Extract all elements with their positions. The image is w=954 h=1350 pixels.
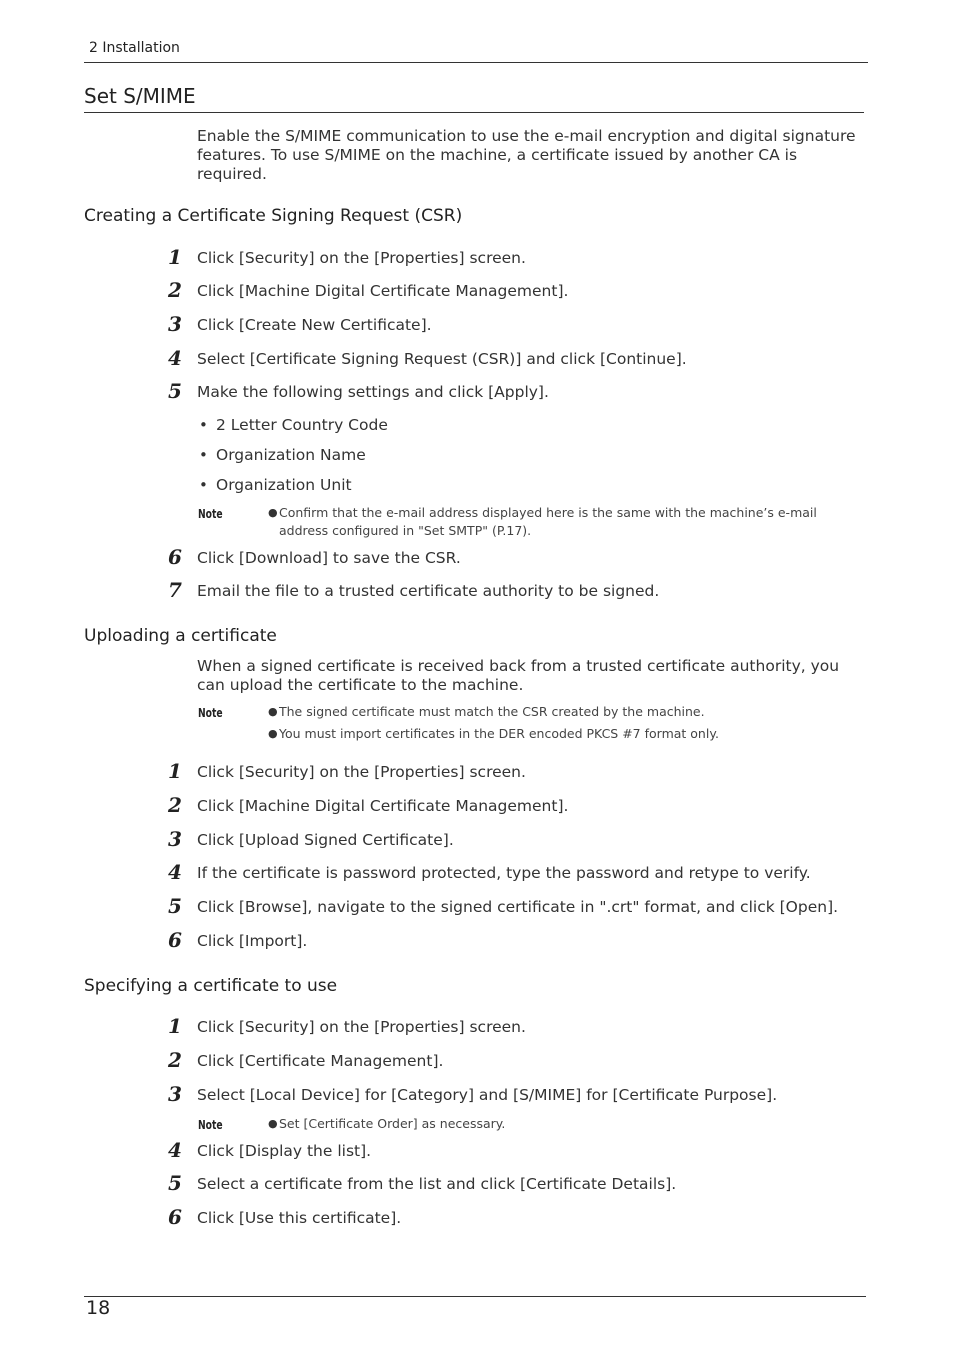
note-text: You must import certificates in the DER encoded PKCS #7 format only. bbox=[279, 726, 719, 741]
step-number: 6 bbox=[168, 928, 182, 952]
note-label: Note bbox=[198, 1118, 223, 1132]
step-number: 2 bbox=[168, 278, 182, 302]
step-text: Click [Import]. bbox=[197, 932, 308, 950]
note-text: Confirm that the e-mail address displayed here is the same with the machine’s e-mail address configured in "Set SMTP" (P.17). bbox=[279, 505, 817, 538]
step-text: Make the following settings and click [Apply]. bbox=[197, 383, 549, 401]
step-number: 2 bbox=[168, 793, 182, 817]
note-bullet: ● bbox=[268, 1117, 278, 1130]
bullet-item: Organization Name bbox=[216, 446, 366, 464]
step-text: Select [Certificate Signing Request (CSR)] and click [Continue]. bbox=[197, 350, 687, 368]
step-number: 2 bbox=[168, 1048, 182, 1072]
subheading-csr: Creating a Certificate Signing Request (CSR) bbox=[84, 206, 463, 226]
step-number: 6 bbox=[168, 1205, 182, 1229]
note-text: Set [Certificate Order] as necessary. bbox=[279, 1116, 506, 1131]
step-text: Select [Local Device] for [Category] and [S/MIME] for [Certificate Purpose]. bbox=[197, 1086, 778, 1104]
bullet-item: 2 Letter Country Code bbox=[216, 416, 388, 434]
page-number: 18 bbox=[86, 1297, 111, 1319]
step-text: Click [Display the list]. bbox=[197, 1142, 372, 1160]
step-number: 3 bbox=[168, 1082, 182, 1106]
note-bullet: ● bbox=[268, 506, 278, 519]
step-text: Click [Security] on the [Properties] screen. bbox=[197, 249, 526, 267]
step-text: Click [Browse], navigate to the signed certificate in ".crt" format, and click [Open]. bbox=[197, 898, 839, 916]
step-number: 5 bbox=[168, 1171, 182, 1195]
step-number: 3 bbox=[168, 827, 182, 851]
step-text: Click [Create New Certificate]. bbox=[197, 316, 432, 334]
note-bullet: ● bbox=[268, 705, 278, 718]
step-text: Click [Security] on the [Properties] screen. bbox=[197, 1018, 526, 1036]
footer-rule bbox=[84, 1296, 866, 1297]
step-number: 1 bbox=[168, 245, 182, 269]
step-number: 4 bbox=[168, 860, 182, 884]
subheading-upload: Uploading a certificate bbox=[84, 626, 277, 646]
step-text: Click [Machine Digital Certificate Management]. bbox=[197, 282, 569, 300]
subheading-specify: Specifying a certificate to use bbox=[84, 976, 338, 996]
step-text: Click [Download] to save the CSR. bbox=[197, 549, 461, 567]
step-text: Click [Certificate Management]. bbox=[197, 1052, 444, 1070]
bullet-dot: • bbox=[199, 416, 208, 434]
bullet-dot: • bbox=[199, 476, 208, 494]
step-number: 4 bbox=[168, 1138, 182, 1162]
note-label: Note bbox=[198, 507, 223, 521]
bullet-dot: • bbox=[199, 446, 208, 464]
upload-intro: When a signed certificate is received back from a trusted certificate authority, you can upload the certificate to the machine. bbox=[197, 657, 840, 694]
step-number: 7 bbox=[168, 578, 182, 602]
step-text: Click [Machine Digital Certificate Management]. bbox=[197, 797, 569, 815]
step-number: 6 bbox=[168, 545, 182, 569]
step-text: Email the file to a trusted certificate authority to be signed. bbox=[197, 582, 660, 600]
step-number: 3 bbox=[168, 312, 182, 336]
step-number: 4 bbox=[168, 346, 182, 370]
note-bullet: ● bbox=[268, 727, 278, 740]
step-text: Click [Upload Signed Certificate]. bbox=[197, 831, 454, 849]
note-label: Note bbox=[198, 706, 223, 720]
step-number: 1 bbox=[168, 759, 182, 783]
section-title: Set S/MIME bbox=[84, 84, 196, 108]
note-text: The signed certificate must match the CSR created by the machine. bbox=[279, 704, 705, 719]
step-number: 5 bbox=[168, 894, 182, 918]
title-rule bbox=[84, 112, 864, 113]
header-rule bbox=[84, 62, 868, 63]
step-text: Click [Use this certificate]. bbox=[197, 1209, 402, 1227]
step-number: 1 bbox=[168, 1014, 182, 1038]
running-header: 2 Installation bbox=[89, 40, 180, 56]
section-intro: Enable the S/MIME communication to use the e-mail encryption and digital signature features. To use S/MIME on the machine, a certificate issued by another CA is required. bbox=[197, 127, 856, 183]
step-text: Click [Security] on the [Properties] screen. bbox=[197, 763, 526, 781]
step-number: 5 bbox=[168, 379, 182, 403]
bullet-item: Organization Unit bbox=[216, 476, 352, 494]
step-text: If the certificate is password protected, type the password and retype to verify. bbox=[197, 864, 811, 882]
step-text: Select a certificate from the list and click [Certificate Details]. bbox=[197, 1175, 677, 1193]
